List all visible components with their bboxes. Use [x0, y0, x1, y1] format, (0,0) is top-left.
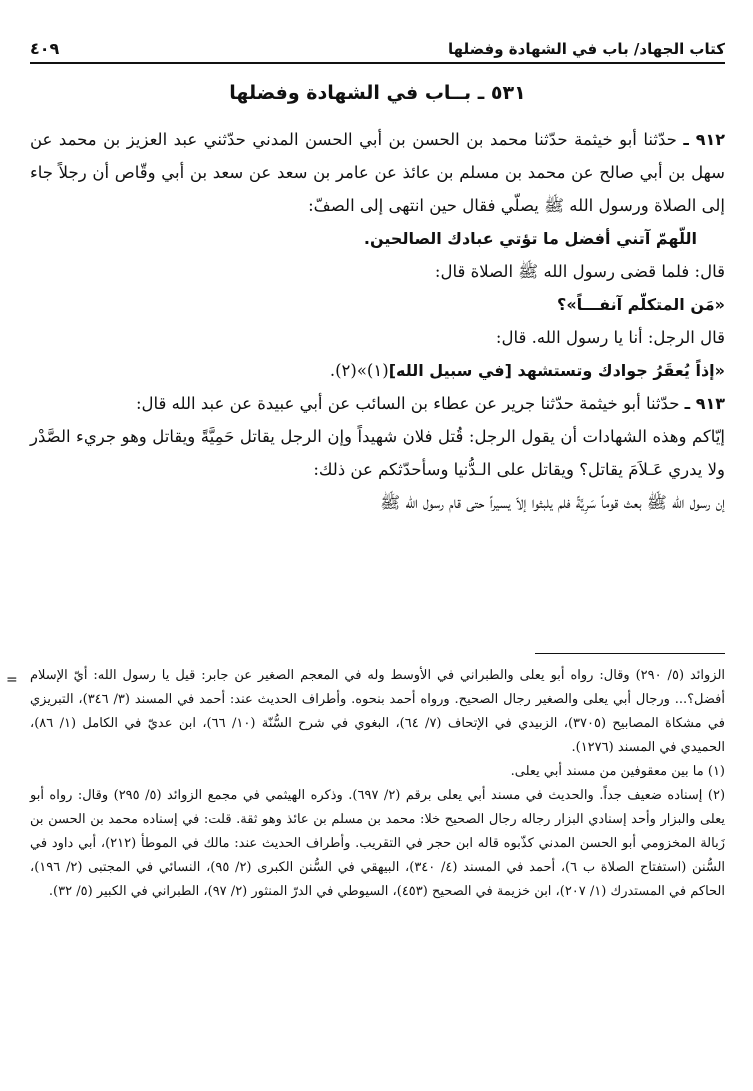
- hadith-912-number: ٩١٢ ـ: [683, 130, 725, 149]
- main-text: [30, 123, 725, 519]
- footnote-divider: [535, 653, 725, 654]
- qala-line: قال: فلما قضى رسول الله ﷺ الصلاة قال:: [434, 262, 725, 281]
- footnote-continuation: الزوائد (٥/ ٢٩٠) وقال: رواه أبو يعلى والطبراني في الأوسط وله في المعجم الصغير عن جابر: قيل يا رسول الله: أيّ الإسلام أفضل؟... ورجال أبي يعلى والصغير رجال الصحيح. ورواه أحمد بنحوه. وأطراف الحديث عند: أحمد في المسند (٣/ ٣٤٦)، التبريزي في مشكاة المصابيح (٣٧٠٥)، الزبيدي في الإتحاف (٧/ ٦٤)، البغوي في شرح السُّنّة (١٠/ ٦٦)، ابن عديّ في الكامل (١/ ٨٦)، الحميدي في المسند (١٢٧٦).: [30, 668, 726, 755]
- header-title: كتاب الجهاد/ باب في الشهادة وفضلها: [447, 40, 725, 58]
- hadith-912-text: حدّثنا أبو خيثمة حدّثنا محمد بن الحسن بن أبي الحسن المدني حدّثني عبد العزيز بن محمد عن سهل بن أبي صالح عن محمد بن مسلم بن عائذ عن عامر بن سعد عن سعد بن أبي وقّاص أن رجلاً جاء إلى الصلاة ورسول الله ﷺ يصلّي فقال حين انتهى إلى الصفّ:: [30, 130, 725, 215]
- hadith-913: [30, 387, 725, 420]
- footnote-2: (٢) إسناده ضعيف جداً. والحديث في مسند أبي يعلى برقم (٢/ ٦٩٧). وذكره الهيثمي في مجمع الزوائد (٥/ ٢٩٥) وقال: رواه أبو يعلى والبزار وأحد إسنادي البزار رجاله رجال الصحيح خلا: محمد بن مسلم بن عائذ وهو ثقة. قلت: في إسناده محمد بن الحسن بن زَبالة المخزومي أبو الحسن المدني كذّبوه قاله ابن حجر في التقريب. وأطراف الحديث عند: مالك في الموطأ (٢١٢)، أبي داود في السُّنن (استفتاح الصلاة ب ٦)، أحمد في المسند (٤/ ٣٤٠)، البيهقي في السُّنن الكبرى (٢/ ٩٥)، النسائي في المجتبى (٢/ ١٩٦)، الحاكم في المستدرك (١/ ٢٠٧)، ابن خزيمة في الصحيح (٤٥٣)، السيوطي في الدرّ المنثور (٢/ ٩٧)، الطبراني في الكبير (٥/ ٣٢).: [30, 788, 726, 899]
- hadith-912: [30, 123, 725, 222]
- page-number: ٤٠٩: [30, 39, 60, 58]
- chapter-title: ٥٣١ ـ بــاب في الشهادة وفضلها: [229, 82, 526, 104]
- paragraph-last: إن رسول الله ﷺ بعث قوماً سَرِيَّةً فلم يلبثوا إلاّ يسيراً حتى قام رسول الله ﷺ: [380, 493, 725, 512]
- reply-line: قال الرجل: أنا يا رسول الله. قال:: [495, 328, 725, 347]
- hadith-913-text: حدّثنا أبو خيثمة حدّثنا جرير عن عطاء بن السائب عن أبي عبيدة عن عبد الله قال:: [135, 394, 680, 413]
- saying-refs: (١)»(٢).: [329, 361, 389, 380]
- paragraph-iyyakum: إيّاكم وهذه الشهادات أن يقول الرجل: قُتل فلان شهيداً وإن الرجل يقاتل حَمِيَّةً ويقاتل وهو جريء الصَّدْر ولا يدري عَـلاَمَ يقاتل؟ ويقاتل على الـدُّنيا وسأحدّثكم عن ذلك:: [30, 427, 725, 479]
- hadith-913-number: ٩١٣ ـ: [684, 394, 725, 413]
- footnotes: [30, 664, 725, 904]
- question-line: «مَن المتكلّم آنفـــاً»؟: [557, 295, 725, 314]
- continuation-mark: =: [6, 672, 18, 688]
- running-header: [30, 26, 725, 64]
- saying-line: [30, 354, 725, 387]
- saying-text: «إذاً يُعقَرُ جوادك وتستشهد [في سبيل الله]: [388, 361, 725, 380]
- dua-text: اللّهمّ آتني أفضل ما تؤتي عبادك الصالحين.: [363, 229, 697, 248]
- footnote-1: (١) ما بين معقوفين من مسند أبي يعلى.: [510, 764, 725, 779]
